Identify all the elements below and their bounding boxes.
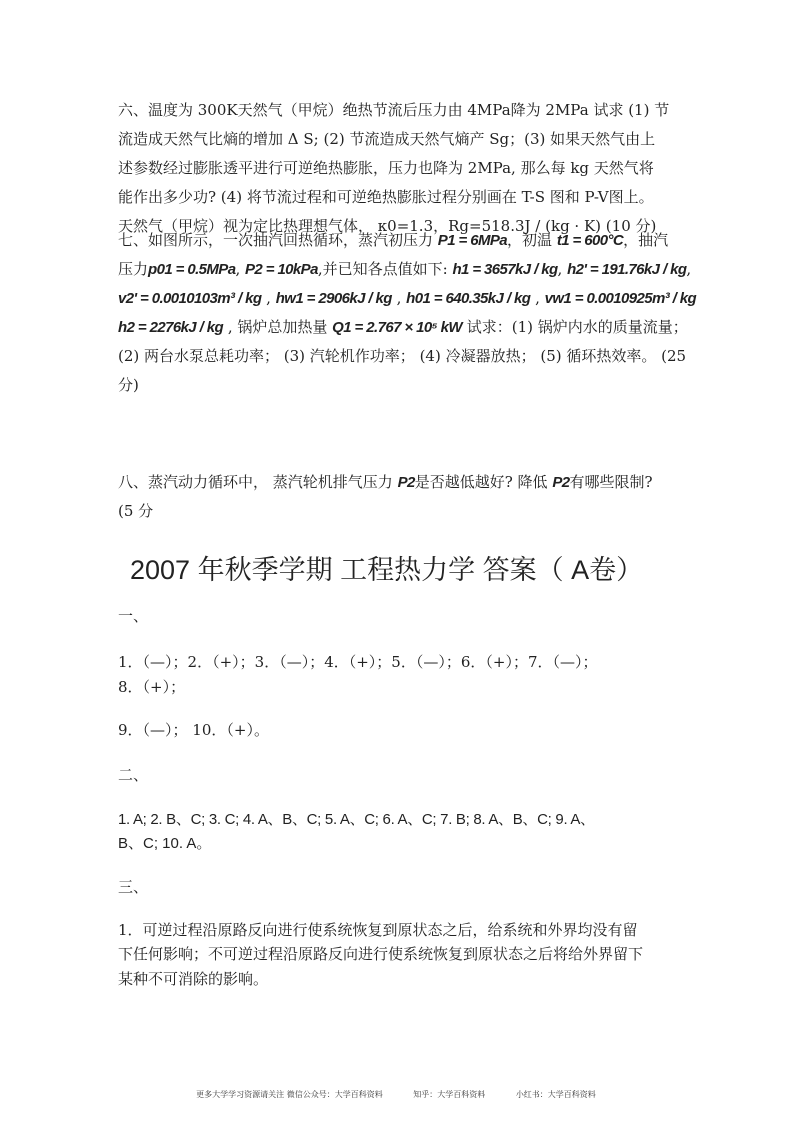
q7-line-3: v2' = 0.0010103m³ / kg , hw1 = 2906kJ / kg , h01 = 640.35kJ / kg , vw1 = 0.0010925m³ / kg <box>118 289 697 307</box>
q8-text: 有哪些限制? <box>569 473 653 491</box>
formula-vw1: vw1 = 0.0010925m³ / kg <box>544 290 697 307</box>
footer-zhihu: 知乎：大学百科资料 <box>413 1090 486 1099</box>
q8-text: 八、蒸汽动力循环中， 蒸汽轮机排气压力 <box>118 473 393 491</box>
q7-line-6: 分) <box>118 376 139 394</box>
q6-line-4: 能作出多少功? (4) 将节流过程和可逆绝热膨胀过程分别画在 T-S 图和 P-V图上。 <box>118 188 654 206</box>
section-1-heading: 一、 <box>118 607 149 625</box>
formula-h2: h2 = 2276kJ / kg <box>118 319 224 336</box>
q7-line-4: h2 = 2276kJ / kg , 锅炉总加热量 Q1 = 2.767 × 10⁵ kW 试求：(1) 锅炉内水的质量流量； <box>118 318 688 336</box>
q7-text: ，抽汽 <box>623 231 669 249</box>
section-3-line-3: 某种不可消除的影响。 <box>118 970 269 988</box>
formula-hw1: hw1 = 2906kJ / kg <box>275 290 392 307</box>
page-footer <box>0 1089 792 1100</box>
q7-text: 试求：(1) 锅炉内水的质量流量； <box>466 318 688 336</box>
footer-xiaohongshu: 小红书：大学百科资料 <box>515 1090 596 1099</box>
section-2-line-2: B、C; 10. A。 <box>118 835 212 852</box>
q8-line-1 <box>118 468 678 497</box>
q8-line-2: (5 分 <box>118 502 154 520</box>
q7-text: 锅炉总加热量 <box>237 318 328 336</box>
section-2-heading: 二、 <box>118 766 149 784</box>
question-7 <box>118 226 697 400</box>
formula-h01: h01 = 640.35kJ / kg <box>406 290 531 307</box>
q6-line-5: 天然气（甲烷）视为定比热理想气体， κ0=1.3，Rg=518.3J / (kg · K) (10 分) <box>118 217 657 235</box>
footer-wechat: 更多大学学习资源请关注 微信公众号：大学百科资料 <box>196 1090 383 1099</box>
formula-q1: Q1 = 2.767 × 10⁵ kW <box>332 319 462 336</box>
section-3-line-1: 1．可逆过程沿原路反向进行使系统恢复到原状态之后，给系统和外界均没有留 <box>118 921 638 939</box>
q7-text: 并已知各点值如下: <box>322 260 448 278</box>
question-6 <box>118 96 678 241</box>
formula-p2: P2 <box>397 474 415 491</box>
section-3-heading: 三、 <box>118 878 149 896</box>
section-1-line-1: 1．（—）；2．（+）；3．（—）；4．（+）；5．（—）；6．（+）；7．（—）； <box>118 653 598 671</box>
q8-text: 是否越低越好? 降低 <box>414 473 548 491</box>
formula-t1: t1 = 600°C <box>556 232 624 249</box>
formula-p2: P2 <box>552 474 570 491</box>
q7-line-2: 压力p01 = 0.5MPa, P2 = 10kPa,并已知各点值如下: h1 = 3657kJ / kg, h2' = 191.76kJ / kg, <box>118 260 692 278</box>
q6-line-1: 六、温度为 300K天然气（甲烷）绝热节流后压力由 4MPa降为 2MPa 试求 (1) 节 <box>118 101 670 119</box>
formula-h2-prime: h2' = 191.76kJ / kg <box>567 261 687 278</box>
q7-line-5: (2) 两台水泵总耗功率； (3) 汽轮机作功率； (4) 冷凝器放热； (5) 循环热效率。 (25 <box>118 347 687 365</box>
section-2-line-1: 1. A; 2. B、C; 3. C; 4. A、B、C; 5. A、C; 6. A、C; 7. B; 8. A、B、C; 9. A、 <box>118 811 595 828</box>
formula-p01: p01 = 0.5MPa <box>148 261 236 278</box>
formula-v2-prime: v2' = 0.0010103m³ / kg <box>118 290 262 307</box>
q7-text: 压力 <box>118 260 149 278</box>
formula-p2: P2 = 10kPa <box>245 261 318 278</box>
q6-line-2: 流造成天然气比熵的增加 Δ S; (2) 节流造成天然气熵产 Sg；(3) 如果天然气由上 <box>118 130 656 148</box>
section-3-line-2: 下任何影响；不可逆过程沿原路反向进行使系统恢复到原状态之后将给外界留下 <box>118 945 644 963</box>
formula-h1: h1 = 3657kJ / kg <box>452 261 558 278</box>
section-1-line-3: 9．（—）； 10．（+）。 <box>118 721 269 739</box>
q7-line-1 <box>118 226 678 255</box>
question-8 <box>118 468 678 526</box>
answer-title: 2007 年秋季学期 工程热力学 答案（ A卷） <box>130 555 644 585</box>
q7-text: 七、如图所示，一次抽汽回热循环，蒸汽初压力 <box>118 231 434 249</box>
formula-p1: P1 = 6MPa <box>437 232 508 249</box>
q6-line-3: 述参数经过膨胀透平进行可逆绝热膨胀，压力也降为 2MPa, 那么每 kg 天然气将 <box>118 159 654 177</box>
section-1-line-2: 8．（+）； <box>118 678 186 696</box>
q7-text: ，初温 <box>507 231 553 249</box>
